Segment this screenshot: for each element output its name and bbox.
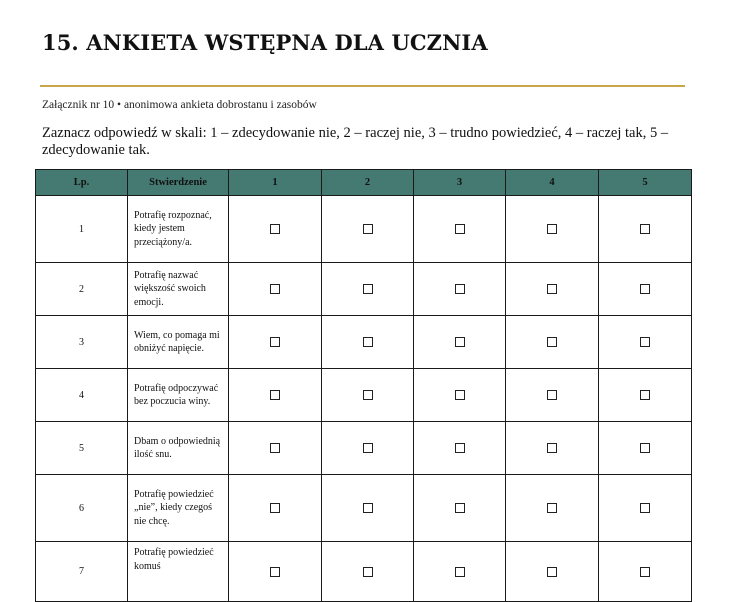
header-lp: Lp.: [36, 170, 128, 196]
row-number: 6: [36, 475, 128, 542]
checkbox-icon[interactable]: [363, 337, 373, 347]
row-statement: Potrafię nazwać większość swoich emocji.: [128, 263, 229, 316]
row-statement: Potrafię powiedzieć komuś: [128, 542, 229, 602]
checkbox-icon[interactable]: [363, 284, 373, 294]
row-number: 7: [36, 542, 128, 602]
row-statement: Potrafię odpoczywać bez poczucia winy.: [128, 369, 229, 422]
checkbox-icon[interactable]: [363, 567, 373, 577]
title-divider: [40, 85, 685, 87]
checkbox-icon[interactable]: [270, 224, 280, 234]
header-statement: Stwierdzenie: [128, 170, 229, 196]
checkbox-icon[interactable]: [640, 390, 650, 400]
checkbox-icon[interactable]: [547, 337, 557, 347]
header-scale-5: 5: [599, 170, 692, 196]
checkbox-icon[interactable]: [363, 503, 373, 513]
header-scale-3: 3: [414, 170, 506, 196]
checkbox-icon[interactable]: [455, 224, 465, 234]
checkbox-icon[interactable]: [270, 337, 280, 347]
page-title: 15. ANKIETA WSTĘPNA DLA UCZNIA: [42, 30, 488, 55]
checkbox-icon[interactable]: [270, 567, 280, 577]
checkbox-icon[interactable]: [270, 284, 280, 294]
checkbox-icon[interactable]: [455, 284, 465, 294]
checkbox-icon[interactable]: [455, 337, 465, 347]
row-statement: Wiem, co pomaga mi obniżyć napięcie.: [128, 316, 229, 369]
header-scale-4: 4: [506, 170, 599, 196]
row-number: 2: [36, 263, 128, 316]
table-row: [36, 542, 692, 602]
checkbox-icon[interactable]: [270, 503, 280, 513]
checkbox-icon[interactable]: [547, 284, 557, 294]
checkbox-icon[interactable]: [547, 390, 557, 400]
checkbox-icon[interactable]: [547, 224, 557, 234]
row-number: 5: [36, 422, 128, 475]
checkbox-icon[interactable]: [363, 224, 373, 234]
table-row: [36, 422, 692, 475]
table-header-row: [36, 170, 692, 196]
checkbox-icon[interactable]: [455, 443, 465, 453]
checkbox-icon[interactable]: [547, 443, 557, 453]
row-number: 4: [36, 369, 128, 422]
header-scale-2: 2: [322, 170, 414, 196]
checkbox-icon[interactable]: [640, 284, 650, 294]
row-statement: Dbam o odpowiednią ilość snu.: [128, 422, 229, 475]
row-statement: Potrafię rozpoznać, kiedy jestem przeciążony/a.: [128, 196, 229, 263]
row-number: 1: [36, 196, 128, 263]
checkbox-icon[interactable]: [640, 567, 650, 577]
checkbox-icon[interactable]: [270, 443, 280, 453]
checkbox-icon[interactable]: [455, 390, 465, 400]
checkbox-icon[interactable]: [640, 443, 650, 453]
checkbox-icon[interactable]: [640, 224, 650, 234]
table-row: [36, 369, 692, 422]
table-row: [36, 196, 692, 263]
survey-table: [35, 169, 692, 602]
page-subtitle: Załącznik nr 10 • anonimowa ankieta dobrostanu i zasobów: [42, 99, 317, 111]
checkbox-icon[interactable]: [640, 503, 650, 513]
checkbox-icon[interactable]: [363, 390, 373, 400]
row-statement: Potrafię powiedzieć „nie”, kiedy czegoś nie chcę.: [128, 475, 229, 542]
instructions-text: Zaznacz odpowiedź w skali: 1 – zdecydowanie nie, 2 – raczej nie, 3 – trudno powiedzieć, 4 – raczej tak, 5 – zdecydowanie tak.: [42, 125, 669, 158]
checkbox-icon[interactable]: [270, 390, 280, 400]
checkbox-icon[interactable]: [363, 443, 373, 453]
row-number: 3: [36, 316, 128, 369]
table-row: [36, 263, 692, 316]
table-row: [36, 316, 692, 369]
checkbox-icon[interactable]: [547, 567, 557, 577]
checkbox-icon[interactable]: [640, 337, 650, 347]
table-row: [36, 475, 692, 542]
header-scale-1: 1: [229, 170, 322, 196]
checkbox-icon[interactable]: [455, 503, 465, 513]
checkbox-icon[interactable]: [547, 503, 557, 513]
checkbox-icon[interactable]: [455, 567, 465, 577]
